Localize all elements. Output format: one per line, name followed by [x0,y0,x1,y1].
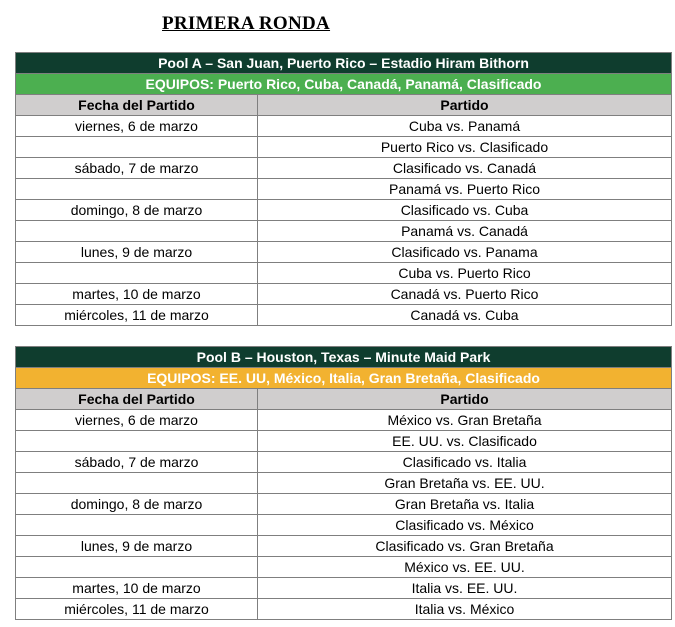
match-pairing: Panamá vs. Puerto Rico [258,179,672,200]
table-row [16,221,672,242]
match-date [16,137,258,158]
match-pairing: Puerto Rico vs. Clasificado [258,137,672,158]
match-column-header: Partido [258,95,672,116]
table-row [16,473,672,494]
date-column-header: Fecha del Partido [16,389,258,410]
match-pairing: Gran Bretaña vs. EE. UU. [258,473,672,494]
match-date: martes, 10 de marzo [16,578,258,599]
table-row [16,515,672,536]
pool-a-table [15,52,672,326]
match-date: miércoles, 11 de marzo [16,599,258,620]
pool-header [16,53,672,74]
match-date: lunes, 9 de marzo [16,536,258,557]
match-pairing: Canadá vs. Puerto Rico [258,284,672,305]
pool-b-body [16,410,672,620]
match-pairing: Cuba vs. Panamá [258,116,672,137]
match-date [16,221,258,242]
match-date [16,263,258,284]
match-pairing: Clasificado vs. Canadá [258,158,672,179]
pool-a-header: Pool A – San Juan, Puerto Rico – Estadio Hiram Bithorn [16,53,672,74]
pool-b-teams: EQUIPOS: EE. UU, México, Italia, Gran Bretaña, Clasificado [16,368,672,389]
pool-a-teams: EQUIPOS: Puerto Rico, Cuba, Canadá, Panamá, Clasificado [16,74,672,95]
table-row [16,578,672,599]
match-date: viernes, 6 de marzo [16,410,258,431]
pool-b-header: Pool B – Houston, Texas – Minute Maid Park [16,347,672,368]
table-row [16,494,672,515]
column-header-row [16,389,672,410]
match-pairing: México vs. EE. UU. [258,557,672,578]
table-row [16,536,672,557]
table-row [16,305,672,326]
match-pairing: Gran Bretaña vs. Italia [258,494,672,515]
match-pairing: Cuba vs. Puerto Rico [258,263,672,284]
match-pairing: Italia vs. EE. UU. [258,578,672,599]
match-date: sábado, 7 de marzo [16,158,258,179]
match-date: lunes, 9 de marzo [16,242,258,263]
match-pairing: Canadá vs. Cuba [258,305,672,326]
match-pairing: Clasificado vs. Gran Bretaña [258,536,672,557]
match-pairing: Clasificado vs. México [258,515,672,536]
match-date [16,431,258,452]
pool-a-body [16,116,672,326]
match-pairing: Clasificado vs. Italia [258,452,672,473]
table-row [16,599,672,620]
table-row [16,431,672,452]
match-date: sábado, 7 de marzo [16,452,258,473]
table-row [16,179,672,200]
table-row [16,284,672,305]
teams-row [16,74,672,95]
table-row [16,452,672,473]
table-row [16,410,672,431]
match-pairing: EE. UU. vs. Clasificado [258,431,672,452]
match-date [16,179,258,200]
match-column-header: Partido [258,389,672,410]
teams-row [16,368,672,389]
match-date [16,557,258,578]
table-row [16,137,672,158]
date-column-header: Fecha del Partido [16,95,258,116]
match-date [16,515,258,536]
match-date [16,473,258,494]
match-pairing: Panamá vs. Canadá [258,221,672,242]
table-row [16,242,672,263]
pool-b-table [15,346,672,620]
match-date: martes, 10 de marzo [16,284,258,305]
match-pairing: Clasificado vs. Panama [258,242,672,263]
pool-header [16,347,672,368]
match-date: miércoles, 11 de marzo [16,305,258,326]
match-date: viernes, 6 de marzo [16,116,258,137]
page-title: PRIMERA RONDA [162,13,331,34]
table-row [16,557,672,578]
match-date: domingo, 8 de marzo [16,200,258,221]
match-pairing: Italia vs. México [258,599,672,620]
table-row [16,263,672,284]
table-row [16,200,672,221]
match-pairing: México vs. Gran Bretaña [258,410,672,431]
match-pairing: Clasificado vs. Cuba [258,200,672,221]
match-date: domingo, 8 de marzo [16,494,258,515]
table-row [16,116,672,137]
column-header-row [16,95,672,116]
table-row [16,158,672,179]
